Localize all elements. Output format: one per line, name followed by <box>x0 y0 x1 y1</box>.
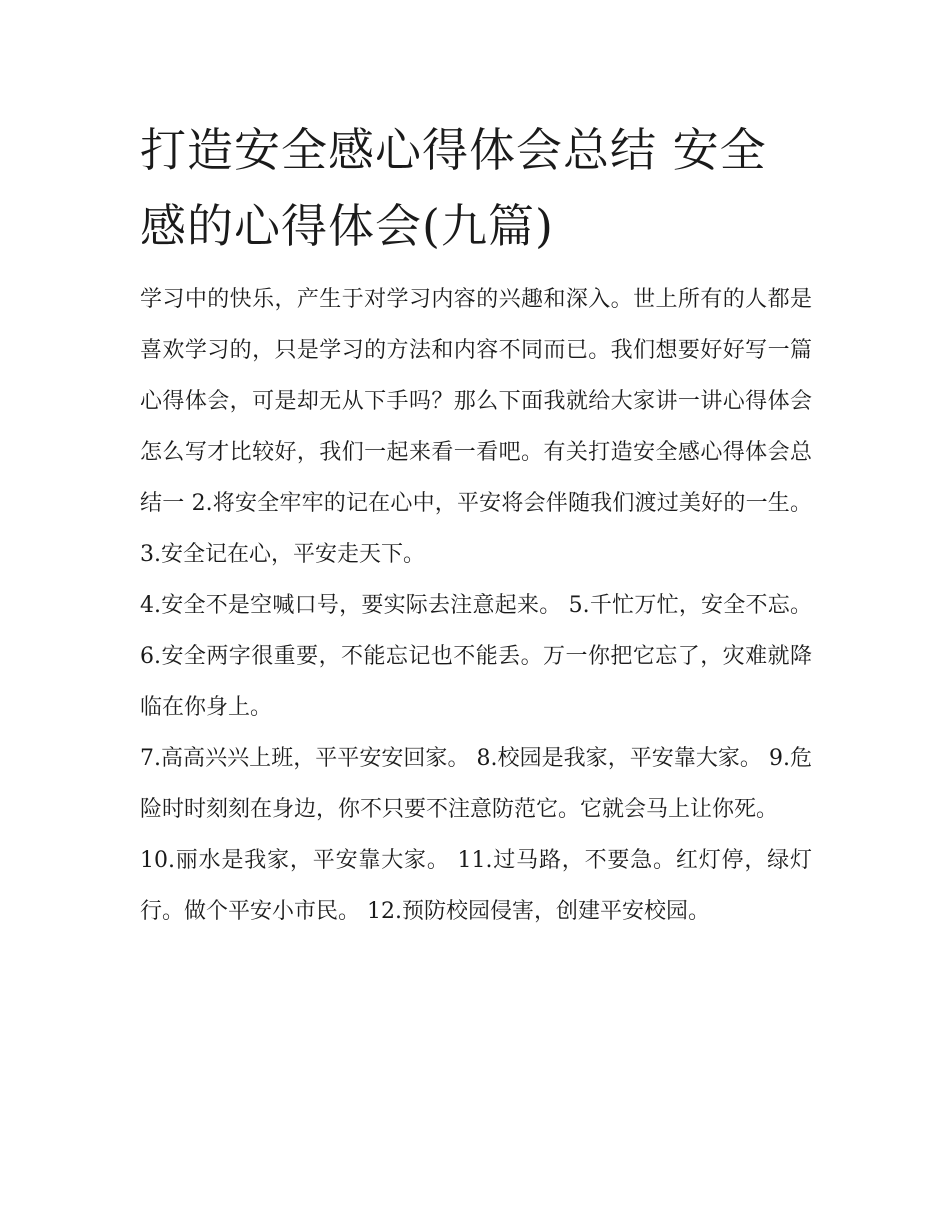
document-page <box>140 112 812 937</box>
document-title: 打造安全感心得体会总结 安全感的心得体会(九篇) <box>140 123 767 253</box>
paragraph-intro: 学习中的快乐，产生于对学习内容的兴趣和深入。世上所有的人都是喜欢学习的，只是学习的方法和内容不同而已。我们想要好好写一篇心得体会，可是却无从下手吗？那么下面我就给大家讲一讲心得体会怎么写才比较好，我们一起来看一看吧。有关打造安全感心得体会总结一 2.将安全牢牢的记在心中，平安将会伴随我们渡过美好的一生。 3.安全记在心，平安走天下。 <box>140 287 812 567</box>
paragraph-slogans-7-9: 7.高高兴兴上班，平平安安回家。 8.校园是我家，平安靠大家。 9.危险时时刻刻在身边，你不只要不注意防范它。它就会马上让你死。 <box>140 746 812 822</box>
paragraph-slogans-10-12: 10.丽水是我家，平安靠大家。 11.过马路，不要急。红灯停，绿灯行。做个平安小市民。 12.预防校园侵害，创建平安校园。 <box>140 848 812 924</box>
paragraph-slogans-4-6: 4.安全不是空喊口号，要实际去注意起来。 5.千忙万忙，安全不忘。 6.安全两字很重要，不能忘记也不能丢。万一你把它忘了，灾难就降临在你身上。 <box>140 593 812 720</box>
